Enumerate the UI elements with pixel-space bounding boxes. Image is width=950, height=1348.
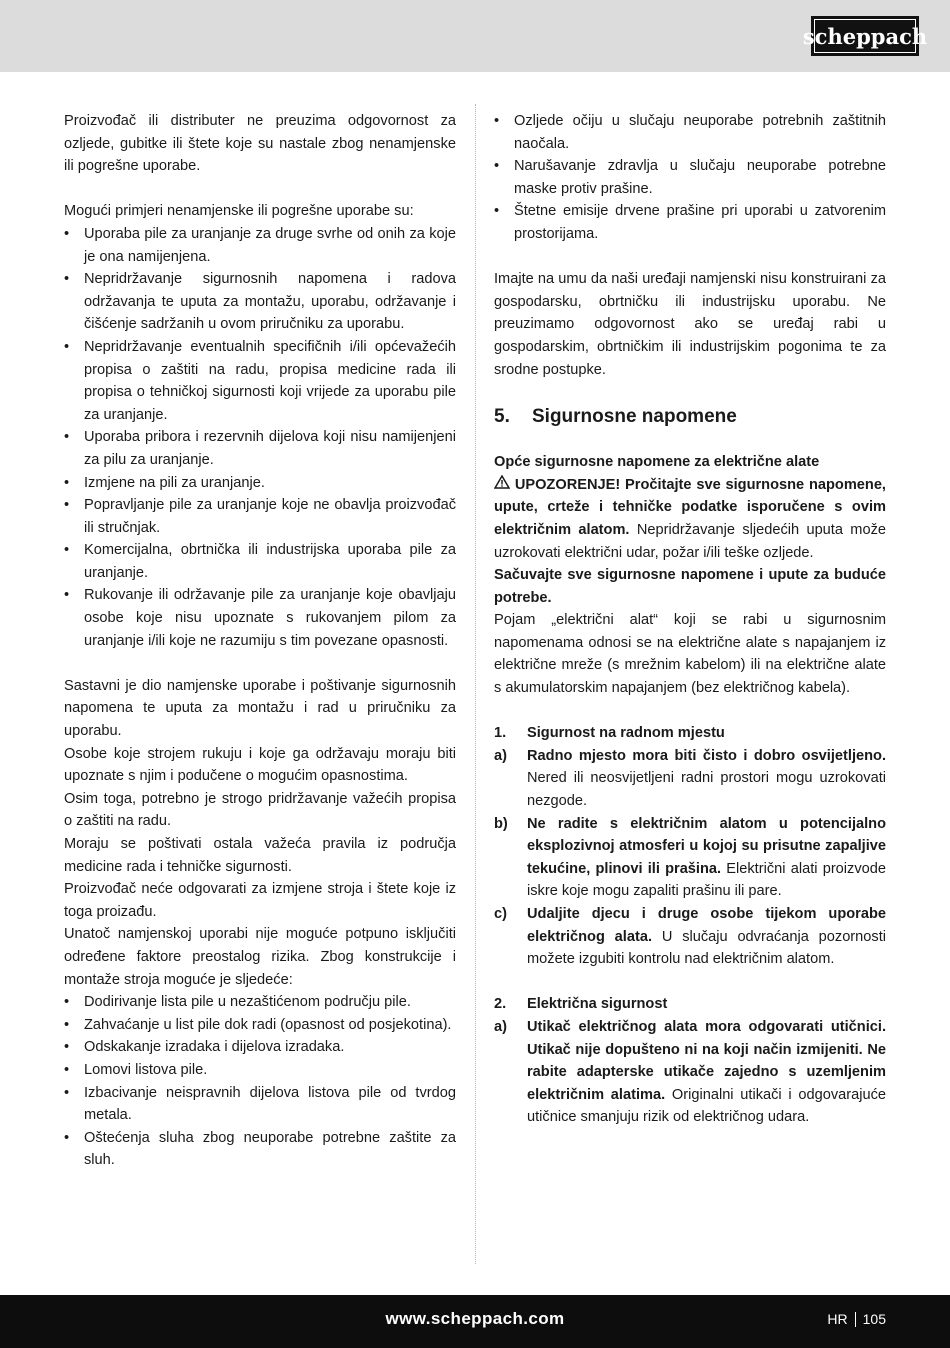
safety-item: [494, 1016, 886, 1129]
warning-triangle-icon: [494, 474, 510, 497]
section-heading: [494, 405, 886, 429]
list-item: • Uporaba pribora i rezervnih dijelova koji nisu namijenjeni za pilu za uranjanje.: [64, 426, 456, 471]
list-item: • Štetne emisije drvene prašine pri uporabi u zatvorenim prostorijama.: [494, 200, 886, 245]
list-item: • Nepridržavanje sigurnosnih napomena i radova održavanja te uputa za montažu, uporabu, održavanje i čišćenje sadržanih u ovom priručniku za uporabu.: [64, 268, 456, 336]
subsection-number: 2.: [494, 996, 507, 1013]
item-text: U slučaju odvraćanja pozornosti možete izgubiti kontrolu nad električnim alatom.: [527, 928, 886, 968]
subsection-title: Sigurnost na radnom mjestu: [527, 725, 725, 742]
page-number: 105: [862, 1311, 886, 1327]
brand-logo: scheppach: [811, 16, 919, 56]
residual-risk-list: [64, 991, 456, 1172]
page-footer: [0, 1295, 950, 1348]
list-item: • Ozljede očiju u slučaju neuporabe potrebnih zaštitnih naočala.: [494, 110, 886, 155]
subsection-title: Električna sigurnost: [527, 996, 668, 1013]
body-paragraph: Proizvođač neće odgovarati za izmjene stroja i štete koje iz toga proizađu.: [64, 881, 456, 920]
list-item: • Popravljanje pile za uranjanje koje ne obavlja proizvođač ili stručnjak.: [64, 494, 456, 539]
right-column: [494, 110, 886, 1129]
item-text: Nered ili neosvijetljeni radni prostori mogu uzrokovati nezgode.: [527, 770, 886, 810]
list-item: • Lomovi listova pile.: [64, 1059, 456, 1082]
page-header: [0, 0, 950, 72]
general-safety-heading: Opće sigurnosne napomene za električne alate: [494, 454, 820, 471]
liability-paragraph: Proizvođač ili distributer ne preuzima odgovornost za ozljede, gubitke ili štete koje su nastale zbog nenamjenske ili pogrešne uporabe.: [64, 113, 456, 175]
warning-bold-text: UPOZORENJE! Pročitajte sve sigurnosne napomene, upute, crteže i tehničke podatke isporučene s ovim električnim alatom.: [494, 476, 886, 538]
warning-text: Nepridržavanje sljedećih uputa može uzrokovati električni udar, požar i/ili teške ozljede.: [494, 521, 886, 561]
item-bold: Utikač električnog alata mora odgovarati utičnici. Utikač nije dopušteno ni na koji način izmijeniti. Ne rabite adapterske utikače zajedno s uzemljenim električnim alatima.: [527, 1018, 886, 1103]
list-item: • Uporaba pile za uranjanje za druge svrhe od onih za koje je ona namijenjena.: [64, 223, 456, 268]
subsection-heading: [494, 993, 886, 1016]
list-item: • Oštećenja sluha zbog neuporabe potrebne zaštite za sluh.: [64, 1127, 456, 1172]
safety-item: [494, 813, 886, 903]
item-letter: c): [494, 906, 507, 922]
subsection-number: 1.: [494, 725, 507, 742]
body-paragraph: Osobe koje strojem rukuju i koje ga održavaju moraju biti upoznate s njim i podučene o mogućim opasnostima.: [64, 745, 456, 785]
section-title: Sigurnosne napomene: [532, 406, 737, 428]
item-letter: a): [494, 747, 507, 764]
term-definition: Pojam „električni alat“ koji se rabi u sigurnosnim napomenama odnosi se na električne alate s napajanjem iz električne mreže (s mrežnim kabelom) ili na električne alate s akumulatorskim napajanjem (bez električnog kabela).: [494, 612, 886, 697]
list-item: • Izbacivanje neispravnih dijelova listova pile od tvrdog metala.: [64, 1082, 456, 1127]
body-paragraph: Moraju se poštivati ostala važeća pravila iz područja medicine rada i tehničke sigurnosti.: [64, 836, 456, 875]
misuse-intro: Mogući primjeri nenamjenske ili pogrešne uporabe su:: [64, 203, 414, 220]
website-link[interactable]: www.scheppach.com: [385, 1309, 565, 1328]
body-paragraph: Unatoč namjenskoj uporabi nije moguće potpuno isključiti određene faktore preostalog rizika. Zbog konstrukcije i montaže stroja moguće je sljedeće:: [64, 926, 456, 988]
item-text: Električni alati proizvode iskre koje mogu zapaliti prašinu ili pare.: [527, 860, 886, 900]
item-bold: Ne radite s električnim alatom u potencijalno eksplozivnoj atmosferi u kojoj su prisutne zapaljive tekućine, plinovi ili prašina.: [527, 815, 886, 877]
item-bold: Udaljite djecu i druge osobe tijekom uporabe električnog alata.: [527, 906, 886, 945]
section-number: 5.: [494, 406, 510, 428]
misuse-list: [64, 223, 456, 652]
list-item: • Odskakanje izradaka i dijelova izradaka.: [64, 1036, 456, 1059]
language-code: HR: [827, 1311, 848, 1327]
safety-item: [494, 745, 886, 813]
body-paragraph: Sastavni je dio namjenske uporabe i poštivanje sigurnosnih napomena te uputa za montažu i rad u priručniku za uporabu.: [64, 677, 456, 740]
list-item: • Dodirivanje lista pile u nezaštićenom području pile.: [64, 991, 456, 1014]
list-item: • Zahvaćanje u list pile dok radi (opasnost od posjekotina).: [64, 1014, 456, 1037]
body-paragraph: Osim toga, potrebno je strogo pridržavanje važećih propisa o zaštiti na radu.: [64, 790, 456, 830]
subsection-heading: [494, 722, 886, 745]
item-letter: a): [494, 1018, 507, 1035]
separator: [855, 1312, 856, 1327]
item-letter: b): [494, 815, 508, 832]
warning-paragraph: [494, 474, 886, 564]
residual-risk-list-continued: [494, 110, 886, 246]
keep-instructions-text: Sačuvajte sve sigurnosne napomene i upute za buduće potrebe.: [494, 567, 886, 606]
list-item: • Rukovanje ili održavanje pile za uranjanje koje obavljaju osobe koje nisu upoznate s rukovanjem pilom za uranjanje i/ili koje ne razumiju s tim povezane opasnosti.: [64, 584, 456, 652]
safety-item: [494, 903, 886, 971]
list-item: • Nepridržavanje eventualnih specifičnih i/ili općevažećih propisa o zaštiti na radu, propisa medicine rada ili propisa o tehničkoj sigurnosti koji vrijede za uporabu pile za uranjanje.: [64, 336, 456, 426]
item-bold: Radno mjesto mora biti čisto i dobro osvijetljeno.: [527, 747, 886, 764]
list-item: • Komercijalna, obrtnička ili industrijska uporaba pile za uranjanje.: [64, 539, 456, 584]
page-info: [827, 1311, 886, 1327]
left-column: [64, 110, 456, 1172]
list-item: • Narušavanje zdravlja u slučaju neuporabe potrebne maske protiv prašine.: [494, 155, 886, 200]
column-divider: [475, 104, 476, 1264]
item-text: Originalni utikači i odgovarajuće utičnice smanjuju rizik od električnog udara.: [527, 1086, 887, 1126]
list-item: • Izmjene na pili za uranjanje.: [64, 472, 456, 495]
commercial-use-notice: Imajte na umu da naši uređaji namjenski nisu konstruirani za gospodarsku, obrtničku ili industrijsku uporabu. Ne preuzimamo odgovornost ako se uređaj rabi u gospodarskim, obrtničkim ili industrijskim pogonima te za srodne postupke.: [494, 271, 886, 378]
